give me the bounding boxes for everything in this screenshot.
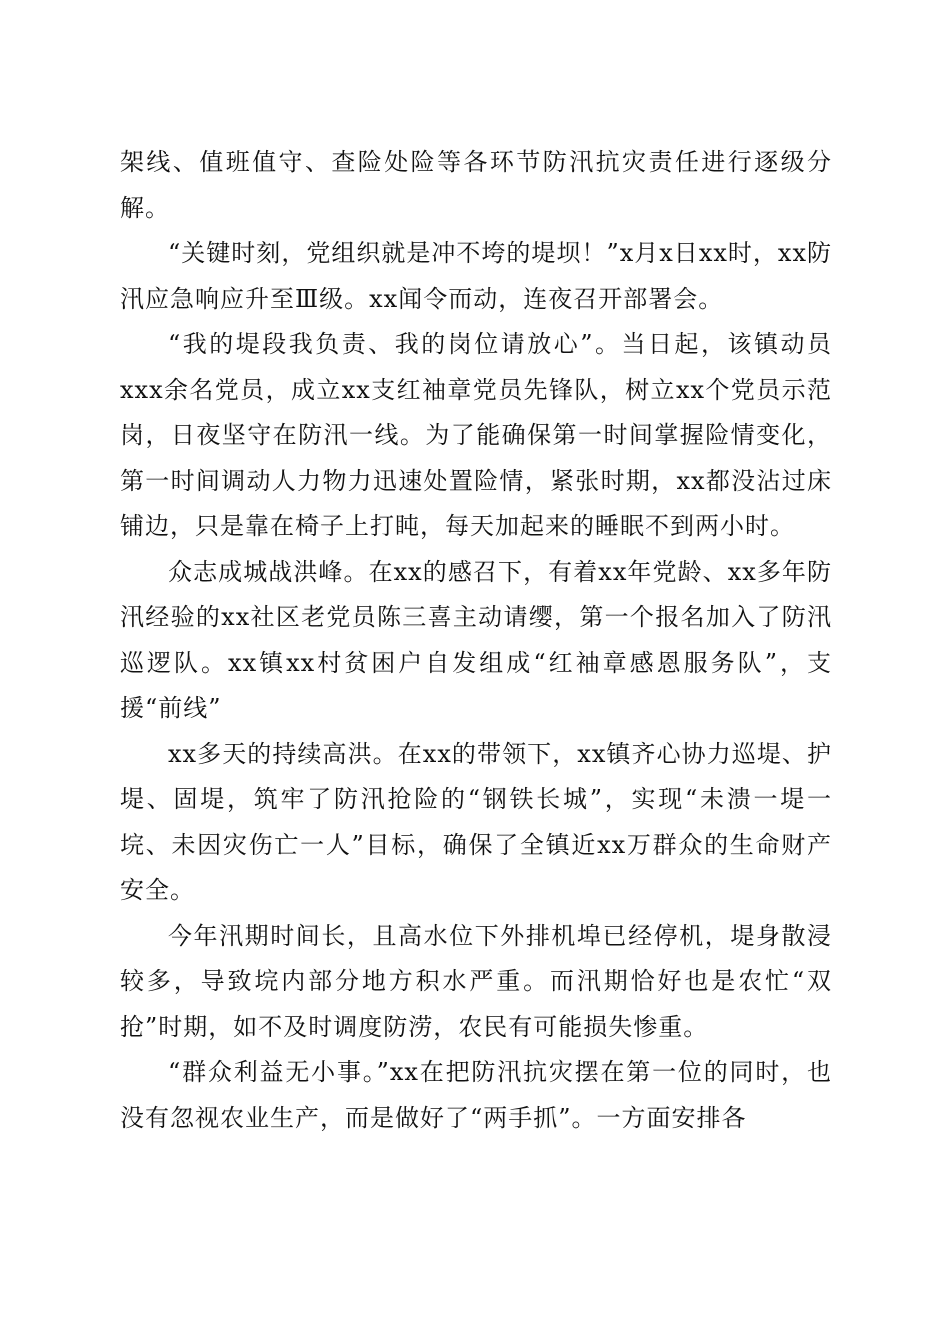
paragraph: “关键时刻，党组织就是冲不垮的堤坝！”x月x日xx时，xx防汛应急响应升至Ⅲ级。xx闻令而动，连夜召开部署会。 xyxy=(120,239,832,313)
paragraph: “我的堤段我负责、我的岗位请放心”。当日起，该镇动员xxx余名党员，成立xx支红袖章党员先锋队，树立xx个党员示范岗，日夜坚守在防汛一线。为了能确保第一时间掌握险情变化，第一时间调动人力物力迅速处置险情，紧张时期，xx都没沾过床铺边，只是靠在椅子上打盹，每天加起来的睡眠不到两小时。 xyxy=(120,330,832,540)
paragraph-continuation: 架线、值班值守、查险处险等各环节防汛抗灾责任进行逐级分解。 xyxy=(120,148,832,222)
paragraph: “群众利益无小事。”xx在把防汛抗灾摆在第一位的同时，也没有忽视农业生产，而是做好了“两手抓”。一方面安排各 xyxy=(120,1058,832,1132)
paragraph: 今年汛期时间长，且高水位下外排机埠已经停机，堤身散浸较多，导致垸内部分地方积水严重。而汛期恰好也是农忙“双抢”时期，如不及时调度防涝，农民有可能损失惨重。 xyxy=(120,921,832,1041)
paragraph: xx多天的持续高洪。在xx的带领下，xx镇齐心协力巡堤、护堤、固堤，筑牢了防汛抢险的“钢铁长城”，实现“未溃一堤一垸、未因灾伤亡一人”目标，确保了全镇近xx万群众的生命财产安全。 xyxy=(120,739,832,904)
document-body xyxy=(120,140,832,1141)
paragraph: 众志成城战洪峰。在xx的感召下，有着xx年党龄、xx多年防汛经验的xx社区老党员陈三喜主动请缨，第一个报名加入了防汛巡逻队。xx镇xx村贫困户自发组成“红袖章感恩服务队”，支援“前线” xyxy=(120,557,832,722)
